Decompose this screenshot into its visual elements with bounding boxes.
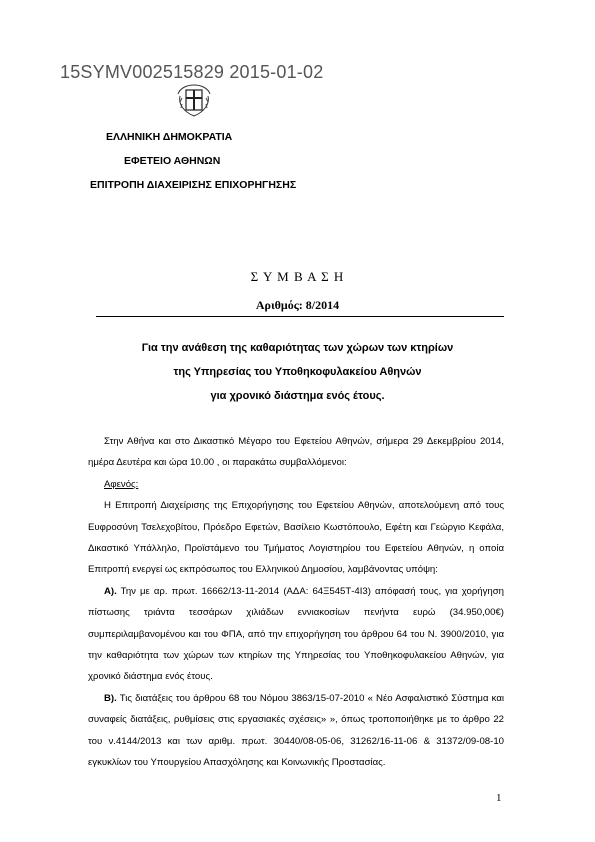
subject-line-2: της Υπηρεσίας του Υποθηκοφυλακείου Αθηνών bbox=[173, 366, 422, 378]
clause-b bbox=[88, 688, 504, 774]
subject-line-1: Για την ανάθεση της καθαριότητας των χώρων των κτηρίων bbox=[141, 342, 454, 354]
document-title: Σ Υ Μ Β Α Σ Η bbox=[250, 269, 345, 284]
greek-coat-of-arms-emblem bbox=[174, 78, 214, 118]
page-number: 1 bbox=[496, 792, 502, 804]
clause-a-text: Την με αρ. πρωτ. 16662/13-11-2014 (ΑΔΑ: 64Ξ545Τ-4Ι3) απόφασή τους, για χορήγηση πίστωσης τριάντα τεσσάρων χιλιάδων εννιακοσίων πενήντα ευρώ (34.950,00€) συμπεριλαμβανομένου και του ΦΠΑ, από την επιχορήγηση του άρθρου 64 του Ν. 3900/2010, για την καθαριότητα των χώρων των κτηρίων της Υπηρεσίας του Υποθηκοφυλακείου Αθηνών, για χρονικό διάστημα ενός έτους. bbox=[88, 585, 504, 683]
clause-b-label: Β). bbox=[104, 692, 117, 704]
clause-a-label: Α). bbox=[104, 585, 117, 597]
afenos-label: Αφενός: bbox=[104, 478, 139, 490]
header-republic: ΕΛΛΗΝΙΚΗ ΔΗΜΟΚΡΑΤΙΑ bbox=[106, 131, 233, 143]
clause-a bbox=[88, 581, 504, 688]
contract-number: Αριθμός: 8/2014 bbox=[255, 298, 340, 312]
header-committee: ΕΠΙΤΡΟΠΗ ΔΙΑΧΕΙΡΙΣΗΣ ΕΠΙΧΟΡΗΓΗΣΗΣ bbox=[90, 179, 297, 191]
header-court: ΕΦΕΤΕΙΟ ΑΘΗΝΩΝ bbox=[124, 155, 221, 167]
document-watermark: 15SYMV002515829 2015-01-02 bbox=[60, 62, 324, 82]
contract-body bbox=[88, 431, 504, 774]
title-divider bbox=[96, 316, 504, 317]
afenos-heading bbox=[88, 474, 504, 495]
party-paragraph: Η Επιτροπή Διαχείρισης της Επιχορήγησης του Εφετείου Αθηνών, αποτελούμενη από τους Ευφροσύνη Τσελεχοβίτου, Πρόεδρο Εφετών, Βασίλειο Κωστόπουλο, Εφέτη και Γεώργιο Κεφάλα, Δικαστικό Υπάλληλο, Προϊστάμενο του Τμήματος Λογιστηρίου του Εφετείου Αθηνών, η οποία Επιτροπή ενεργεί ως εκπρόσωπος του Ελληνικού Δημοσίου, λαμβάνοντας υπόψη: bbox=[88, 500, 504, 576]
subject-line-3: για χρονικό διάστημα ενός έτους. bbox=[210, 390, 385, 402]
intro-paragraph: Στην Αθήνα και στο Δικαστικό Μέγαρο του Εφετείου Αθηνών, σήμερα 29 Δεκεμβρίου 2014, ημέρα Δευτέρα και ώρα 10.00 , οι παρακάτω συμβαλλόμενοι: bbox=[88, 436, 504, 469]
clause-b-text: Τις διατάξεις του άρθρου 68 του Νόμου 3863/15-07-2010 « Νέο Ασφαλιστικό Σύστημα και συναφείς διατάξεις, ρυθμίσεις στις εργασιακές σχέσεις» », όπως τροποποιήθηκε με το άρθρο 22 του ν.4144/2013 και των αριθμ. πρωτ. 30440/08-05-06, 31262/16-11-06 & 31372/09-08-10 εγκυκλίων του Υπουργείου Απασχόλησης και Κοινωνικής Προστασίας. bbox=[88, 692, 504, 769]
